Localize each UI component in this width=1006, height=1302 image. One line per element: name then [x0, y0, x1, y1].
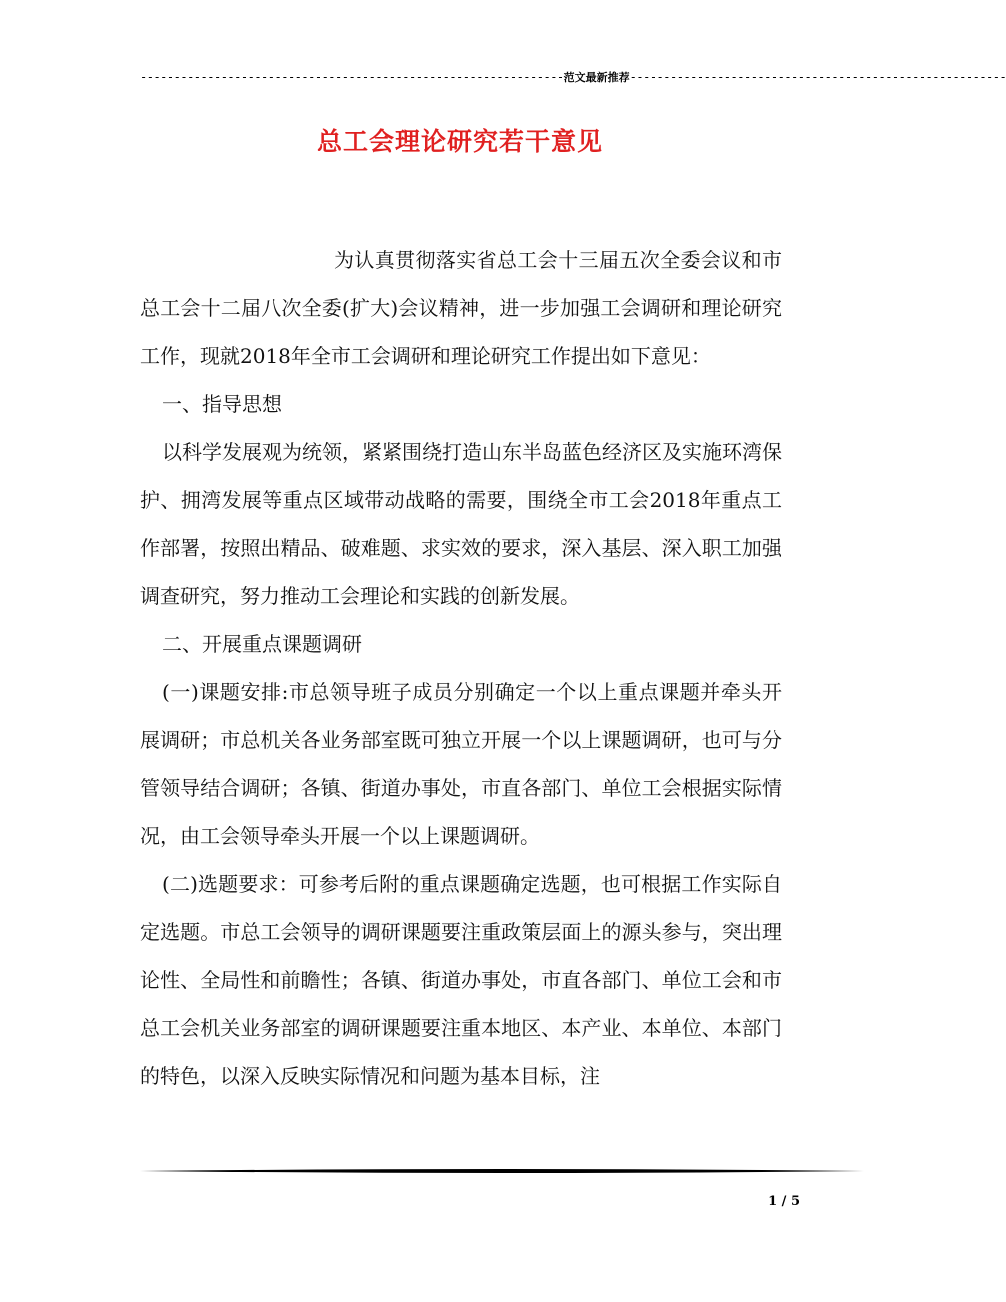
header-dashes-right: -------------------------------------------------------- [629, 70, 1006, 84]
page-number: 1 / 5 [768, 1194, 800, 1209]
header-dashes-left: --------------------------------------------------------------- [140, 70, 564, 84]
document-body [140, 236, 782, 1100]
section-heading-research: 二、开展重点课题调研 [162, 632, 362, 656]
footer-divider [140, 1168, 864, 1174]
header-label: 范文最新推荐 [563, 71, 630, 84]
paragraph-topic-requirements: (二)选题要求：可参考后附的重点课题确定选题，也可根据工作实际自定选题。市总工会领导的调研课题要注重政策层面上的源头参与，突出理论性、全局性和前瞻性；各镇、街道办事处，市直各部门、单位工会和市总工会机关业务部室的调研课题要注重本地区、本产业、本单位、本部门的特色，以深入反映实际情况和问题为基本目标，注 [140, 872, 782, 1088]
header-banner [140, 70, 1006, 85]
section-heading-guiding: 一、指导思想 [162, 392, 282, 416]
document-title: 总工会理论研究若干意见 [316, 127, 603, 156]
paragraph-intro: 为认真贯彻落实省总工会十三届五次全委会议和市总工会十二届八次全委(扩大)会议精神，进一步加强工会调研和理论研究工作，现就2018年全市工会调研和理论研究工作提出如下意见： [140, 248, 782, 368]
paragraph-topic-arrangement: (一)课题安排:市总领导班子成员分别确定一个以上重点课题并牵头开展调研；市总机关各业务部室既可独立开展一个以上课题调研，也可与分管领导结合调研；各镇、街道办事处，市直各部门、单位工会根据实际情况，由工会领导牵头开展一个以上课题调研。 [140, 680, 782, 848]
paragraph-guiding: 以科学发展观为统领，紧紧围绕打造山东半岛蓝色经济区及实施环湾保护、拥湾发展等重点区域带动战略的需要，围绕全市工会2018年重点工作部署，按照出精品、破难题、求实效的要求，深入基层、深入职工加强调查研究，努力推动工会理论和实践的创新发展。 [140, 440, 782, 608]
